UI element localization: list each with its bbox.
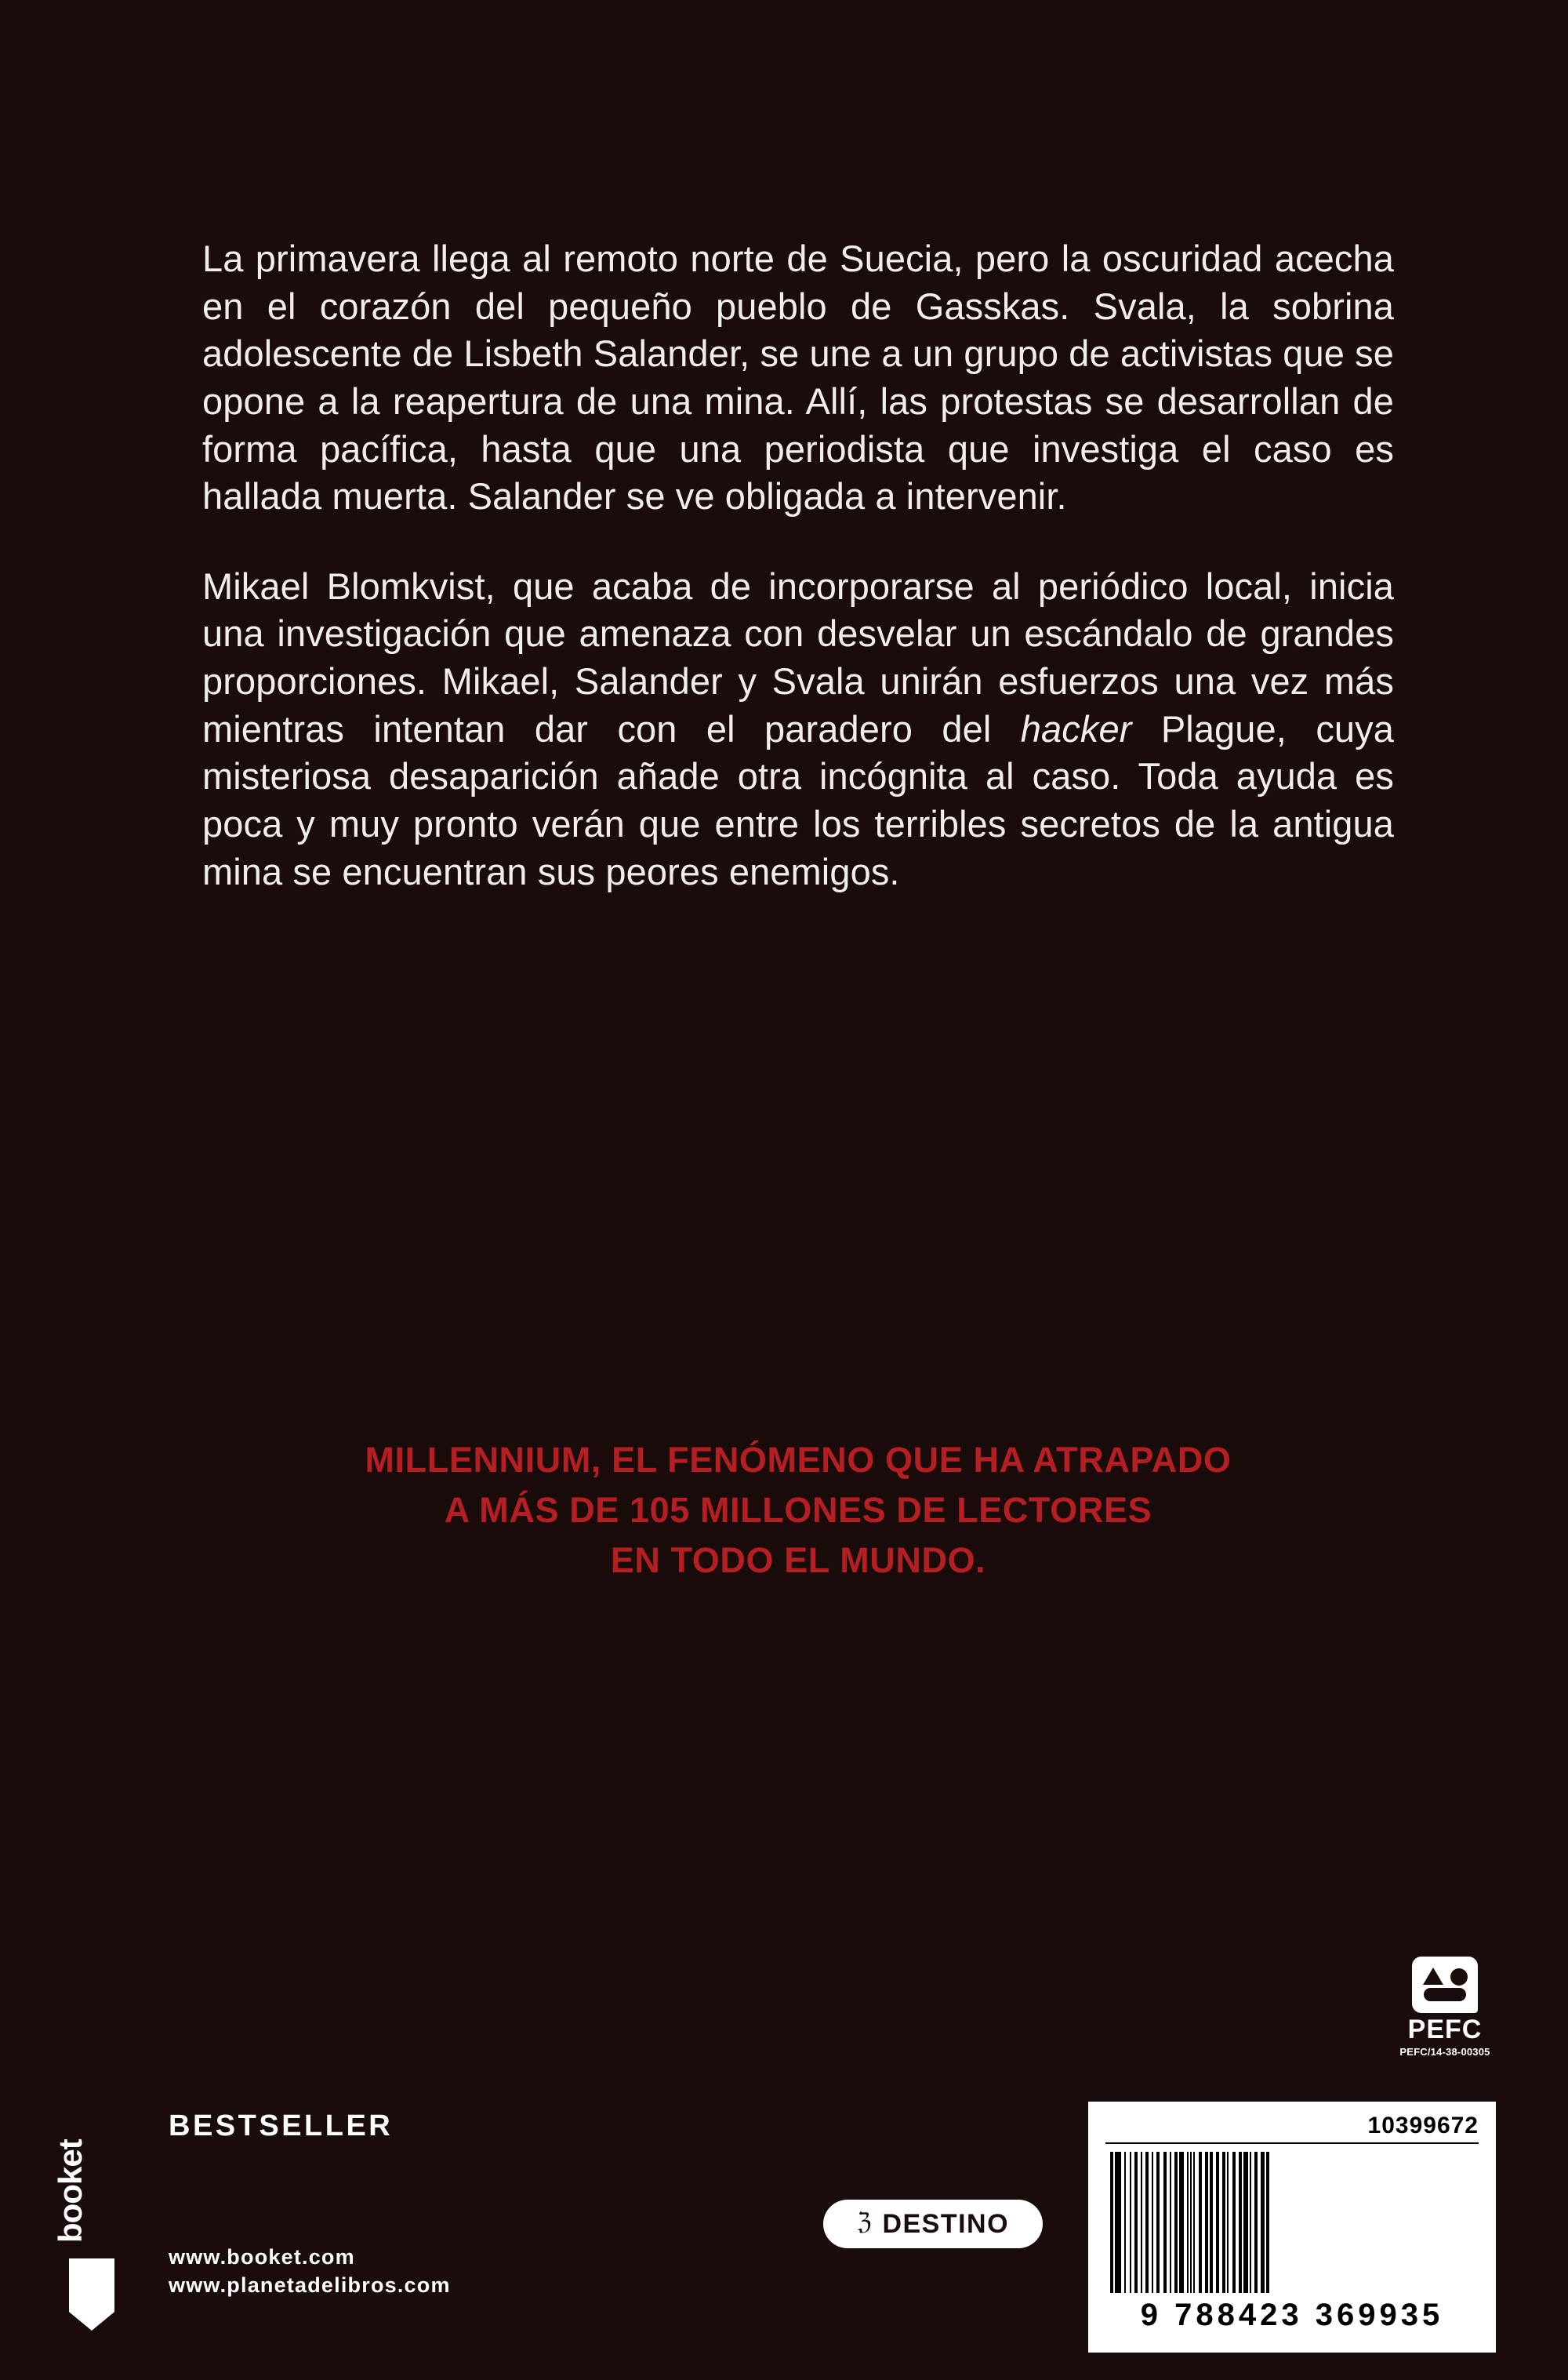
blurb-text-block — [202, 235, 1394, 896]
pefc-bar-shape — [1424, 1988, 1466, 2001]
url-planetadelibros[interactable]: www.planetadelibros.com — [169, 2273, 451, 2298]
booket-logo-wordmark: booket — [52, 2139, 89, 2243]
pefc-triangle-shape — [1423, 1968, 1443, 1985]
isbn-digits: 9 788423 369935 — [1140, 2298, 1444, 2332]
blurb-italic-word: hacker — [1020, 707, 1132, 750]
blurb-paragraph-2-tail: Plague, cuya misteriosa desaparición añade otra incógnita al caso. Toda ayuda es poca y muy pronto verán que entre los terribles secretos de la antigua mina se encuentran sus peores enemigos. — [202, 707, 1394, 892]
promo-tagline-line-2: A MÁS DE 105 MILLONES DE LECTORES — [444, 1489, 1152, 1530]
promo-tagline-line-1: MILLENNIUM, EL FENÓMENO QUE HA ATRAPADO — [365, 1440, 1232, 1480]
blurb-paragraph-2-head: Mikael Blomkvist, que acaba de incorporarse al periódico local, inicia una investigación que amenaza con desvelar un escándalo de grandes proporciones. Mikael, Salander y Svala unirán esfuerzos una vez más mientras intentan dar con el paradero del — [202, 565, 1394, 750]
promo-tagline-line-3: EN TODO EL MUNDO. — [610, 1539, 986, 1580]
promo-tagline — [202, 1435, 1394, 1586]
barcode-icon — [1110, 2152, 1474, 2293]
internal-code: 10399672 — [1105, 2113, 1479, 2144]
pefc-code: PEFC/14-38-00305 — [1399, 2046, 1490, 2058]
pefc-label: PEFC — [1407, 2015, 1483, 2044]
pefc-certification — [1398, 1957, 1492, 2058]
url-booket[interactable]: www.booket.com — [169, 2245, 355, 2269]
publisher-urls — [169, 2243, 451, 2300]
imprint-name: DESTINO — [882, 2208, 1010, 2239]
destino-glyph-icon: ℨ — [856, 2209, 872, 2235]
booket-bookmark-icon — [69, 2258, 114, 2331]
blurb-paragraph-1: La primavera llega al remoto norte de Suecia, pero la oscuridad acecha en el corazón del pequeño pueblo de Gasskas. Svala, la sobrina adolescente de Lisbeth Salander, se une a un grupo de activistas que se opone a la reapertura de una mina. Allí, las protestas se desarrollan de forma pacífica, hasta que una periodista que investiga el caso es hallada muerta. Salander se ve obligada a intervenir. — [202, 238, 1395, 518]
barcode-block — [1088, 2102, 1496, 2353]
pefc-mark-icon — [1412, 1957, 1478, 2013]
collection-label: BESTSELLER — [169, 2109, 394, 2142]
imprint-badge-destino — [823, 2200, 1043, 2248]
pefc-circle-shape — [1450, 1968, 1468, 1986]
blurb-paragraph-2 — [202, 563, 1394, 896]
